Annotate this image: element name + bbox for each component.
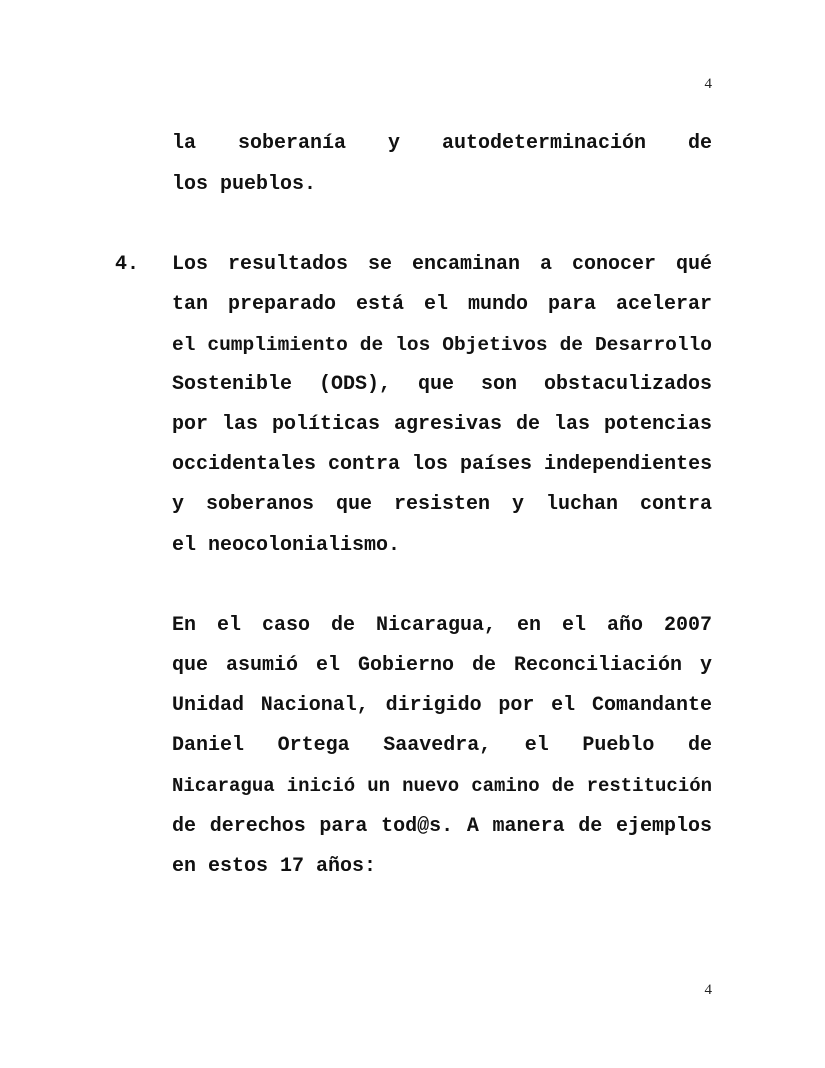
text-line: Unidad Nacional, dirigido por el Comandante — [172, 694, 712, 717]
text-line: Los resultados se encaminan a conocer qué — [172, 253, 712, 276]
text-line: Daniel Ortega Saavedra, el Pueblo de — [172, 734, 712, 757]
text-line: En el caso de Nicaragua, en el año 2007 — [172, 614, 712, 637]
text-line: de derechos para tod@s. A manera de ejemplos — [172, 815, 712, 838]
text-line: la soberanía y autodeterminación de — [172, 132, 712, 155]
text-line: Nicaragua inició un nuevo camino de restitución — [172, 775, 712, 797]
text-line: en estos 17 años: — [172, 855, 377, 878]
item-number: 4. — [115, 253, 140, 276]
text-line: por las políticas agresivas de las potencias — [172, 413, 712, 436]
text-line: tan preparado está el mundo para acelerar — [172, 293, 712, 316]
text-line: y soberanos que resisten y luchan contra — [172, 493, 712, 516]
footer-page-number: 4 — [704, 982, 712, 998]
text-line: el neocolonialismo. — [172, 534, 401, 557]
text-line: que asumió el Gobierno de Reconciliación y — [172, 654, 712, 677]
header-page-number: 4 — [704, 76, 712, 92]
text-line: Sostenible (ODS), que son obstaculizados — [172, 373, 712, 396]
text-line: los pueblos. — [172, 173, 317, 196]
text-line: occidentales contra los países independientes — [172, 453, 713, 476]
text-line: el cumplimiento de los Objetivos de Desarrollo — [172, 334, 712, 356]
